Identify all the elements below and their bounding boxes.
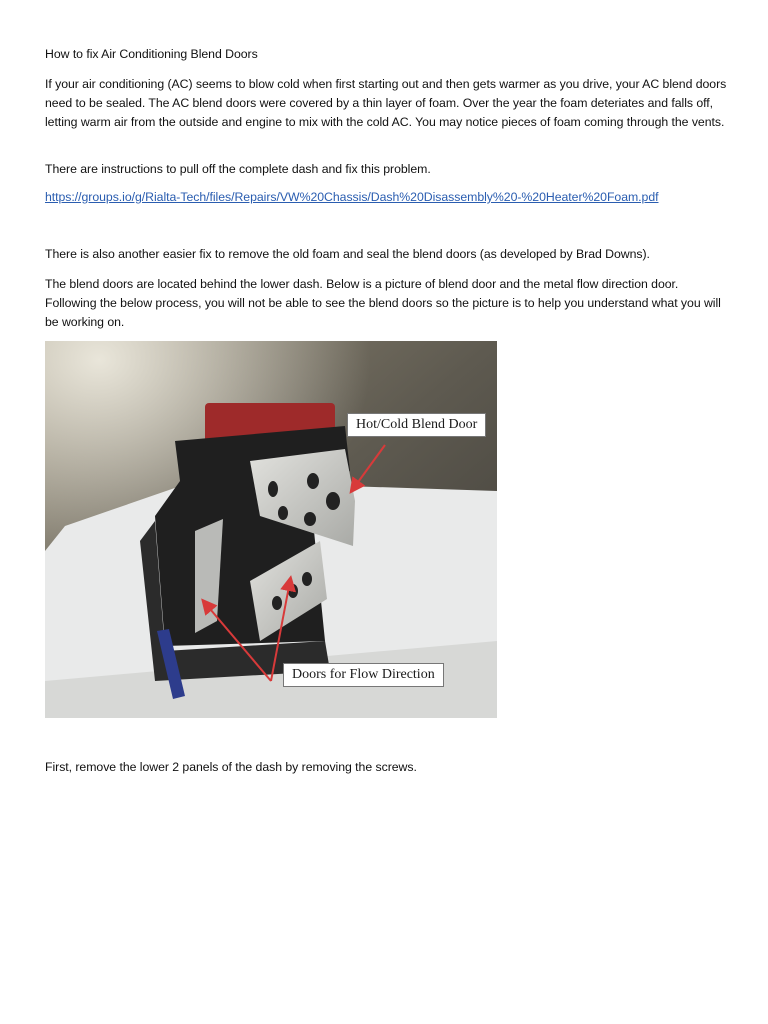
flow-door-label: Doors for Flow Direction (283, 663, 444, 687)
paragraph-easier-fix: There is also another easier fix to remove the old foam and seal the blend doors (as developed by Brad Downs). (45, 247, 650, 261)
blend-door-photo-illustration (45, 341, 497, 718)
paragraph-first-step: First, remove the lower 2 panels of the dash by removing the screws. (45, 760, 417, 774)
link-line (45, 188, 730, 207)
paragraph-symptoms: If your air conditioning (AC) seems to blow cold when first starting out and then gets warmer as you drive, your AC blend doors need to be sealed. The AC blend doors were covered by a thin layer of foam. Over the year the foam deteriates and falls off, letting warm air from the outside and engine to mix with the cold AC. You may notice pieces of foam coming through the vents. (45, 77, 727, 129)
paragraph-full-dash: There are instructions to pull off the complete dash and fix this problem. (45, 162, 431, 176)
paragraph-location: The blend doors are located behind the lower dash. Below is a picture of blend door and the metal flow direction door. Following the below process, you will not be able to see the blend doors so the picture is to help you understand what you will be working on. (45, 277, 721, 329)
blend-door-label: Hot/Cold Blend Door (347, 413, 486, 437)
blend-door-photo (45, 341, 497, 718)
instructions-link[interactable]: https://groups.io/g/Rialta-Tech/files/Repairs/VW%20Chassis/Dash%20Disassembly%20-%20Heater%20Foam.pdf (45, 190, 659, 204)
document-title: How to fix Air Conditioning Blend Doors (45, 47, 258, 61)
